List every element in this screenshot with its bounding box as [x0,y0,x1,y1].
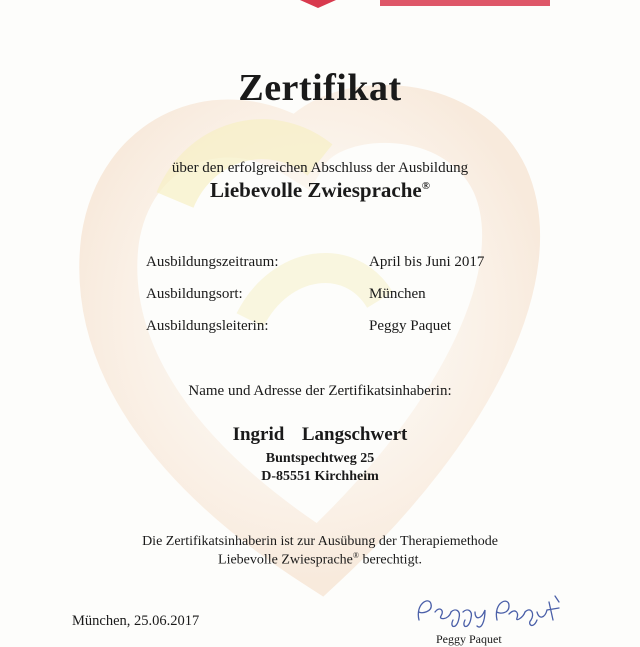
signature-caption: Peggy Paquet [436,632,502,646]
place-date: München, 25.06.2017 [72,613,200,629]
detail-label-location: Ausbildungsort: [146,286,243,302]
authorization-line-2 [0,551,640,569]
detail-value-period: April bis Juni 2017 [369,254,485,270]
registered-mark: ® [421,180,430,192]
authorization-rest: berechtigt. [358,552,422,568]
holder-city: D-85551 Kirchheim [261,469,379,484]
authorization-course: Liebevolle Zwiesprache [218,552,353,568]
signature-icon [405,590,565,634]
authorization-line-1: Die Zertifikatsinhaberin ist zur Ausübung der Therapiemethode [142,534,498,549]
holder-street: Buntspechtweg 25 [265,451,375,466]
holder-heading: Name und Adresse der Zertifikatsinhaberin: [188,383,452,399]
detail-value-instructor: Peggy Paquet [369,318,452,334]
authorization-mark: ® [352,551,359,560]
course-name [0,178,640,203]
detail-label-instructor: Ausbildungsleiterin: [146,318,269,334]
course-name-text: Liebevolle Zwiesprache [210,178,422,202]
certificate-title: Zertifikat [238,67,402,109]
holder-name: Ingrid Langschwert [232,424,408,445]
certificate-subtitle: über den erfolgreichen Abschluss der Ausbildung [171,160,469,176]
detail-value-location: München [369,286,426,302]
detail-label-period: Ausbildungszeitraum: [146,254,279,270]
